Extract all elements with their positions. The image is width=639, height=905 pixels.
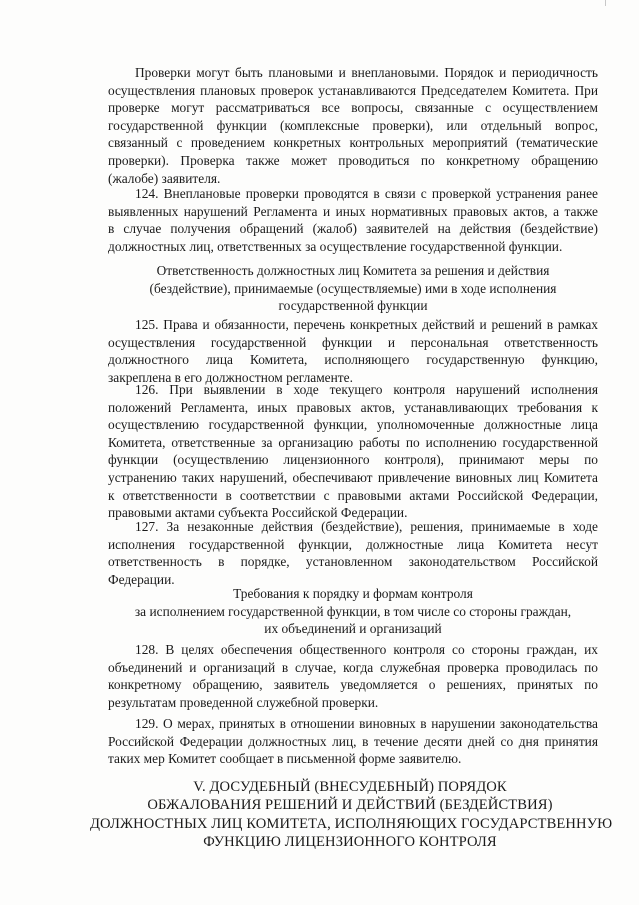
text-line: должностных лиц, ответственных за осуществление государственной функции. (108, 238, 563, 254)
text-line: результатам проведенной служебной проверки. (108, 694, 379, 710)
paragraph-125 (108, 316, 598, 386)
heading-line: государственной функции (278, 298, 428, 314)
paragraph-124 (108, 185, 598, 255)
text-line: осуществления государственной функции и персональная ответственность (108, 334, 598, 350)
text-line: объединений и организаций в случае, когда служебная проверка проводилась по (108, 659, 598, 675)
section-title-line: ФУНКЦИЮ ЛИЦЕНЗИОННОГО КОНТРОЛЯ (203, 834, 497, 851)
text-line: закреплена в его должностном регламенте. (108, 369, 353, 385)
section-v-title (90, 778, 613, 852)
heading-responsibility (108, 262, 598, 315)
text-line: 126. При выявлении в ходе текущего контроля нарушений исполнения (135, 382, 598, 397)
paragraph-inspections (108, 64, 598, 187)
text-line: Проверки могут быть плановыми и внеплановыми. Порядок и периодичность (135, 65, 598, 80)
text-line: 127. За незаконные действия (бездействие), решения, принимаемые в ходе (135, 519, 598, 534)
text-line: 124. Внеплановые проверки проводятся в связи с проверкой устранения ранее (135, 186, 598, 201)
text-line: должностного лица Комитета, исполняющего государственную функцию, (108, 352, 598, 368)
text-line: ответственность в порядке, установленном законодательством Российской (108, 554, 598, 570)
heading-line: (бездействие), принимаемые (осуществляемые) ими в ходе исполнения (149, 280, 557, 296)
paragraph-127 (108, 518, 598, 588)
text-line: к ответственности в соответствии с правовыми актами Российской Федерации, (108, 487, 598, 503)
text-line: 129. О мерах, принятых в отношении виновных в нарушении законодательства (135, 716, 598, 731)
text-line: 125. Права и обязанности, перечень конкретных действий и решений в рамках (135, 317, 598, 332)
text-line: исполнения государственной функции, должностные лица Комитета несут (108, 536, 598, 552)
text-line: Федерации. (108, 571, 175, 587)
heading-requirements (108, 585, 598, 638)
text-line: 128. В целях обеспечения общественного контроля со стороны граждан, их (135, 642, 598, 657)
heading-line: за исполнением государственной функции, в том числе со стороны граждан, (134, 603, 572, 619)
text-line: государственной функции (комплексные проверки), или отдельный вопрос, (108, 117, 598, 133)
heading-line: Требования к порядку и формам контроля (233, 586, 473, 601)
text-line: выявленных нарушений Регламента и иных нормативных правовых актов, а также (108, 203, 598, 219)
text-line: устранению таких нарушений, обеспечивают привлечение виновных лиц Комитета (108, 469, 598, 485)
paragraph-126 (108, 381, 598, 522)
section-title-line: V. ДОСУДЕБНЫЙ (ВНЕСУДЕБНЫЙ) ПОРЯДОК (193, 779, 507, 795)
heading-line: их объединений и организаций (264, 621, 442, 637)
text-line: осуществлению государственной функции, уполномоченные должностные лица (108, 417, 598, 433)
text-line: Российской Федерации должностных лиц, в течение десяти дней со дня принятия (108, 733, 598, 749)
text-line: проверке могут рассматриваться все вопросы, связанные с осуществлением (108, 100, 598, 116)
text-line: связанный с проведением конкретных контрольных мероприятий (тематические (108, 135, 598, 151)
text-line: таких мер Комитет сообщает в письменной форме заявителю. (108, 751, 462, 767)
text-line: функции (осуществлению лицензионного контроля), принимают меры по (108, 452, 598, 468)
paragraph-129 (108, 715, 598, 768)
heading-line: Ответственность должностных лиц Комитета за решения и действия (156, 263, 550, 278)
text-line: конкретному обращению, заявитель уведомляется о решениях, принятых по (108, 677, 598, 693)
text-line: правовыми актами субъекта Российской Федерации. (108, 505, 408, 521)
section-title-line: ОБЖАЛОВАНИЯ РЕШЕНИЙ И ДЕЙСТВИЙ (БЕЗДЕЙСТВИЯ) (147, 797, 553, 814)
text-line: осуществления плановых проверок устанавливаются Председателем Комитета. При (108, 82, 598, 98)
text-line: положений Регламента, иных правовых актов, устанавливающих требования к (108, 399, 598, 415)
text-line: Комитета, ответственные за организацию работы по исполнению государственной (108, 434, 598, 450)
scan-corner-mark (605, 0, 606, 6)
text-line: (жалобе) заявителя. (108, 170, 221, 186)
text-line: проверки). Проверка также может проводиться по конкретному обращению (108, 152, 598, 168)
paragraph-128 (108, 641, 598, 711)
text-line: в случае получения обращений (жалоб) заявителей на действия (бездействие) (108, 221, 598, 237)
section-title-line: ДОЛЖНОСТНЫХ ЛИЦ КОМИТЕТА, ИСПОЛНЯЮЩИХ ГОСУДАРСТВЕННУЮ (90, 815, 613, 832)
